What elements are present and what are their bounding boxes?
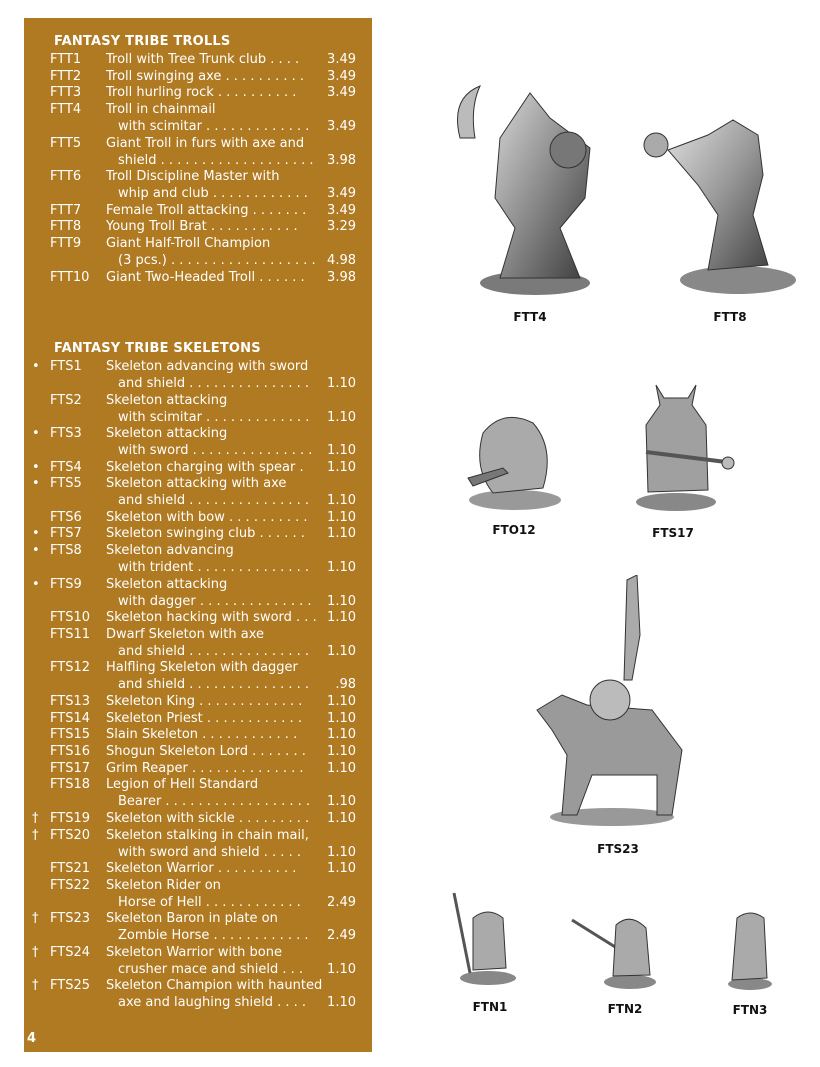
item-price: 1.10 [327,727,356,743]
item-description-continued: with scimitar . . . . . . . . . . . . . [118,409,310,425]
goblin-spear-figurine-icon [448,888,523,988]
figure-label: FTT4 [513,310,547,324]
item-price: 1.10 [327,861,356,876]
item-description: Skeleton Warrior with bone [106,944,282,960]
item-description: Troll swinging axe . . . . . . . . . . [106,68,305,84]
item-description: Skeleton swinging club . . . . . . [106,526,305,542]
item-description-continued: whip and club . . . . . . . . . . . . [118,186,308,202]
item-code: FTS21 [50,861,90,876]
item-description: Skeleton King . . . . . . . . . . . . . [106,693,303,709]
goblin-charging-figurine-icon [568,910,663,992]
item-price: 1.10 [327,593,356,609]
trolls-section-title: FANTASY TRIBE TROLLS [54,34,231,49]
item-description-continued: with dagger . . . . . . . . . . . . . . [118,593,312,609]
item-description: Shogun Skeleton Lord . . . . . . . [106,743,306,759]
item-description-continued: with scimitar . . . . . . . . . . . . . [118,119,310,135]
troll-scimitar-figurine-icon [440,78,620,303]
item-code: FTT9 [50,236,82,251]
item-price: 2.49 [327,894,356,910]
item-description: Skeleton with sickle . . . . . . . . . [106,810,310,826]
item-code: FTS24 [50,944,90,960]
item-description-continued: and shield . . . . . . . . . . . . . . . [118,643,310,659]
catalog-panel [24,18,372,1052]
item-code: FTT7 [50,202,82,218]
item-price: 1.10 [327,760,356,776]
figure-label: FTS17 [652,526,694,540]
item-code: FTT1 [50,52,82,67]
item-code: FTS1 [50,359,82,374]
item-description-continued: Horse of Hell . . . . . . . . . . . . [118,894,301,910]
figure-label: FTN1 [472,1000,508,1014]
item-price: 1.10 [327,610,356,626]
item-bullet: † [32,827,39,843]
item-code: FTT10 [50,269,90,285]
item-code: FTS18 [50,777,90,793]
item-description: Troll in chainmail [106,102,216,118]
item-code: FTS3 [50,426,82,441]
item-code: FTS11 [50,626,90,642]
item-description: Skeleton attacking with axe [106,476,287,492]
item-code: FTS25 [50,978,90,994]
item-description: Halfling Skeleton with dagger [106,660,298,676]
item-description-continued: with sword . . . . . . . . . . . . . . . [118,443,313,458]
item-description: Legion of Hell Standard [106,777,259,793]
item-description: Dwarf Skeleton with axe [106,626,264,642]
item-bullet: • [32,359,40,374]
item-bullet: • [32,426,40,441]
skeleton-rider-figurine-icon [532,575,687,830]
figure-fts17 [626,380,738,515]
item-code: FTS10 [50,610,90,626]
item-code: FTS4 [50,459,82,475]
item-price: 1.10 [327,443,356,458]
item-price: .98 [335,677,356,693]
figure-label: FTT8 [713,310,747,324]
item-price: 3.98 [327,152,356,168]
figure-label: FTS23 [597,842,639,856]
item-description: Skeleton with bow . . . . . . . . . . [106,509,308,525]
item-code: FTS7 [50,526,82,542]
item-price: 3.98 [327,269,356,285]
item-description: Giant Two-Headed Troll . . . . . . [106,269,305,285]
item-price: 4.98 [327,253,356,268]
item-description-continued: Bearer . . . . . . . . . . . . . . . . . . [118,794,311,810]
item-code: FTS20 [50,827,90,843]
item-code: FTS16 [50,743,90,759]
item-price: 3.49 [327,52,356,67]
item-description: Grim Reaper . . . . . . . . . . . . . . [106,760,304,776]
item-price: 3.49 [327,85,356,101]
item-description: Skeleton Rider on [106,877,221,893]
item-bullet: • [32,459,40,475]
item-code: FTT5 [50,135,82,151]
orc-figurine-icon [463,408,565,513]
item-code: FTS9 [50,576,82,592]
figure-ftt8 [638,115,800,300]
item-description-continued: with sword and shield . . . . . [118,844,301,860]
item-bullet: • [32,526,40,542]
item-description: Skeleton stalking in chain mail, [106,827,309,843]
item-price: 1.10 [327,794,356,810]
item-bullet: † [32,944,39,960]
item-price: 1.10 [327,526,356,542]
item-description: Skeleton attacking [106,392,228,408]
item-price: 1.10 [327,810,356,826]
item-description-continued: (3 pcs.) . . . . . . . . . . . . . . . . . . [118,253,316,268]
item-price: 1.10 [327,693,356,709]
item-price: 3.49 [327,186,356,202]
figure-label: FTN2 [607,1002,643,1016]
item-description: Skeleton Priest . . . . . . . . . . . . [106,710,302,726]
item-price: 1.10 [327,710,356,726]
item-bullet: † [32,978,39,994]
troll-brat-figurine-icon [638,115,800,300]
goblin-standing-figurine-icon [722,908,777,993]
item-description-continued: and shield . . . . . . . . . . . . . . . [118,493,310,509]
item-description: Troll with Tree Trunk club . . . . [106,52,300,67]
item-description: Troll Discipline Master with [106,169,280,185]
item-price: 1.10 [327,459,356,475]
item-description: Female Troll attacking . . . . . . . [106,202,307,218]
item-code: FTS15 [50,727,90,743]
item-code: FTT2 [50,68,82,84]
item-price: 1.10 [327,560,356,576]
item-price: 1.10 [327,844,356,860]
item-code: FTS2 [50,392,82,408]
item-bullet: • [32,543,40,559]
item-description: Slain Skeleton . . . . . . . . . . . . [106,727,298,743]
item-description: Skeleton Warrior . . . . . . . . . . [106,861,297,876]
item-description-continued: crusher mace and shield . . . [118,961,303,977]
skeletons-section-title: FANTASY TRIBE SKELETONS [54,341,261,356]
item-code: FTS19 [50,810,90,826]
item-code: FTS12 [50,660,90,676]
item-description: Skeleton Champion with haunted [106,978,323,994]
item-description: Skeleton attacking [106,576,228,592]
item-price: 1.10 [327,961,356,977]
item-description-continued: and shield . . . . . . . . . . . . . . . [118,677,310,693]
figure-fto12 [463,408,565,513]
figure-fts23 [532,575,687,830]
item-code: FTS8 [50,543,82,559]
item-description: Young Troll Brat . . . . . . . . . . . [106,219,298,235]
figure-label: FTN3 [732,1003,768,1017]
item-description: Skeleton attacking [106,426,228,441]
item-price: 3.49 [327,202,356,218]
item-code: FTS14 [50,710,90,726]
item-description: Skeleton Baron in plate on [106,911,278,927]
figure-label: FTO12 [492,523,536,537]
item-description-continued: shield . . . . . . . . . . . . . . . . . . . [118,152,314,168]
figure-ftn2 [568,910,663,992]
item-description: Skeleton hacking with sword . . . [106,610,317,626]
item-description-continued: Zombie Horse . . . . . . . . . . . . [118,928,309,944]
item-price: 1.10 [327,493,356,509]
item-description: Giant Troll in furs with axe and [106,135,305,151]
item-price: 3.49 [327,68,356,84]
item-code: FTT3 [50,85,82,101]
item-description: Skeleton charging with spear . [106,459,304,475]
item-bullet: † [32,911,39,927]
item-description-continued: and shield . . . . . . . . . . . . . . . [118,376,310,391]
item-description-continued: axe and laughing shield . . . . [118,995,307,1011]
item-price: 1.10 [327,643,356,659]
item-description: Troll hurling rock . . . . . . . . . . [106,85,297,101]
item-price: 2.49 [327,928,356,944]
item-code: FTS23 [50,911,90,927]
item-code: FTS6 [50,509,82,525]
item-code: FTT8 [50,219,82,235]
item-price: 1.10 [327,995,356,1011]
item-price: 3.29 [327,219,356,235]
item-price: 1.10 [327,743,356,759]
item-code: FTT6 [50,169,82,185]
figure-ftt4 [440,78,620,303]
skeleton-figurine-icon [626,380,738,515]
figure-ftn3 [722,908,777,993]
item-price: 1.10 [327,509,356,525]
item-price: 3.49 [327,119,356,135]
item-code: FTS13 [50,693,90,709]
item-price: 1.10 [327,376,356,391]
item-price: 1.10 [327,409,356,425]
item-description: Giant Half-Troll Champion [106,236,271,251]
item-code: FTS17 [50,760,90,776]
item-bullet: • [32,576,40,592]
item-description: Skeleton advancing [106,543,234,559]
item-code: FTT4 [50,102,82,118]
item-code: FTS5 [50,476,82,492]
item-description: Skeleton advancing with sword [106,359,309,374]
page-number: 4 [27,1031,37,1046]
item-bullet: • [32,476,40,492]
figure-ftn1 [448,888,523,988]
item-bullet: † [32,810,39,826]
item-description-continued: with trident . . . . . . . . . . . . . . [118,560,310,576]
item-code: FTS22 [50,877,90,893]
